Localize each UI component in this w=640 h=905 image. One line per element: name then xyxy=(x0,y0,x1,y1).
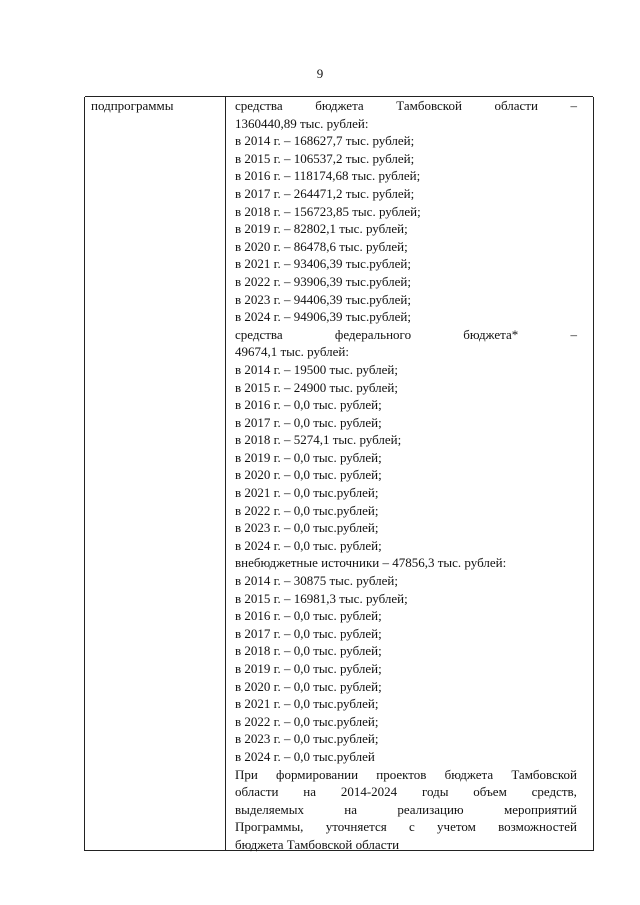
page-number: 9 xyxy=(316,66,324,81)
federal-budget-years xyxy=(235,361,577,555)
regional-budget-total: 1360440,89 тыс. рублей: xyxy=(235,115,369,131)
federal-year-line: в 2019 г. – 0,0 тыс. рублей; xyxy=(235,449,382,465)
note-word: 2014-2024 xyxy=(340,784,398,800)
regional-budget-header xyxy=(235,97,577,115)
note-line xyxy=(235,783,577,801)
note-line xyxy=(235,801,577,819)
federal-year-line: в 2022 г. – 0,0 тыс.рублей; xyxy=(235,502,379,518)
federal-header-word: бюджета* xyxy=(463,326,519,342)
regional-year-line: в 2016 г. – 118174,68 тыс. рублей; xyxy=(235,168,421,184)
offbudget-year-line: в 2023 г. – 0,0 тыс.рублей; xyxy=(235,731,379,747)
note-word: учетом xyxy=(437,819,476,835)
federal-year-line: в 2017 г. – 0,0 тыс. рублей; xyxy=(235,414,382,430)
federal-year-line: в 2024 г. – 0,0 тыс. рублей; xyxy=(235,537,382,553)
note-line xyxy=(235,766,577,784)
regional-year-line: в 2020 г. – 86478,6 тыс. рублей; xyxy=(235,238,408,254)
funding-table xyxy=(84,97,594,851)
offbudget-year-line: в 2020 г. – 0,0 тыс. рублей; xyxy=(235,678,382,694)
federal-budget-header xyxy=(235,326,577,344)
note-word: на xyxy=(344,801,358,817)
column-divider xyxy=(225,97,226,850)
regional-year-line: в 2017 г. – 264471,2 тыс. рублей; xyxy=(235,185,415,201)
federal-year-line: в 2020 г. – 0,0 тыс. рублей; xyxy=(235,467,382,483)
note-word: реализацию xyxy=(397,801,464,817)
note-word: Программы, xyxy=(235,819,304,835)
note-word: средств, xyxy=(531,784,577,800)
note-line xyxy=(235,818,577,836)
offbudget-year-line: в 2015 г. – 16981,3 тыс. рублей; xyxy=(235,590,408,606)
offbudget-year-line: в 2016 г. – 0,0 тыс. рублей; xyxy=(235,608,382,624)
regional-year-line: в 2019 г. – 82802,1 тыс. рублей; xyxy=(235,221,408,237)
offbudget-year-line: в 2022 г. – 0,0 тыс.рублей; xyxy=(235,713,379,729)
offbudget-year-line: в 2017 г. – 0,0 тыс. рублей; xyxy=(235,625,382,641)
regional-year-line: в 2021 г. – 93406,39 тыс.рублей; xyxy=(235,256,411,272)
regional-header-word: – xyxy=(570,98,577,113)
funding-note xyxy=(235,766,577,854)
regional-header-word: области xyxy=(494,98,538,113)
federal-year-line: в 2023 г. – 0,0 тыс.рублей; xyxy=(235,520,379,536)
offbudget-header: внебюджетные источники – 47856,3 тыс. рублей: xyxy=(235,555,507,571)
note-word: годы xyxy=(421,784,449,800)
note-word: выделяемых xyxy=(235,801,304,817)
offbudget-years xyxy=(235,572,577,766)
regional-year-line: в 2022 г. – 93906,39 тыс.рублей; xyxy=(235,273,411,289)
federal-year-line: в 2018 г. – 5274,1 тыс. рублей; xyxy=(235,432,402,448)
row-label: подпрограммы xyxy=(91,98,174,113)
regional-budget-years xyxy=(235,132,577,326)
regional-year-line: в 2018 г. – 156723,85 тыс. рублей; xyxy=(235,203,421,219)
federal-header-word: – xyxy=(570,326,577,342)
note-word: уточняется xyxy=(325,819,387,835)
federal-year-line: в 2021 г. – 0,0 тыс.рублей; xyxy=(235,485,379,501)
note-word: возможностей xyxy=(498,819,577,835)
federal-header-word: федерального xyxy=(334,326,412,342)
regional-year-line: в 2024 г. – 94906,39 тыс.рублей; xyxy=(235,309,411,325)
note-word: с xyxy=(408,819,415,835)
federal-header-word: средства xyxy=(235,326,283,342)
note-word: Тамбовской xyxy=(511,766,577,782)
regional-header-word: Тамбовской xyxy=(396,98,462,113)
note-word: на xyxy=(303,784,317,800)
note-word: мероприятий xyxy=(503,801,577,817)
offbudget-year-line: в 2021 г. – 0,0 тыс.рублей; xyxy=(235,696,379,712)
note-word: объем xyxy=(473,784,507,800)
note-word: проектов xyxy=(376,766,427,782)
note-last-line: бюджета Тамбовской области xyxy=(235,836,400,852)
federal-year-line: в 2014 г. – 19500 тыс. рублей; xyxy=(235,361,398,377)
note-word: При xyxy=(235,766,258,782)
offbudget-year-line: в 2018 г. – 0,0 тыс. рублей; xyxy=(235,643,382,659)
regional-year-line: в 2023 г. – 94406,39 тыс.рублей; xyxy=(235,291,411,307)
offbudget-year-line: в 2024 г. – 0,0 тыс.рублей xyxy=(235,748,375,764)
federal-year-line: в 2015 г. – 24900 тыс. рублей; xyxy=(235,379,398,395)
note-word: области xyxy=(235,784,279,800)
note-word: формировании xyxy=(276,766,359,782)
offbudget-year-line: в 2019 г. – 0,0 тыс. рублей; xyxy=(235,661,382,676)
regional-year-line: в 2015 г. – 106537,2 тыс. рублей; xyxy=(235,150,415,166)
funding-details xyxy=(235,97,577,854)
regional-header-word: средства xyxy=(235,98,283,113)
regional-year-line: в 2014 г. – 168627,7 тыс. рублей; xyxy=(235,133,415,149)
regional-header-word: бюджета xyxy=(315,98,364,113)
note-word: бюджета xyxy=(444,766,494,782)
federal-year-line: в 2016 г. – 0,0 тыс. рублей; xyxy=(235,397,382,413)
offbudget-year-line: в 2014 г. – 30875 тыс. рублей; xyxy=(235,573,398,589)
federal-budget-total: 49674,1 тыс. рублей: xyxy=(235,344,349,360)
